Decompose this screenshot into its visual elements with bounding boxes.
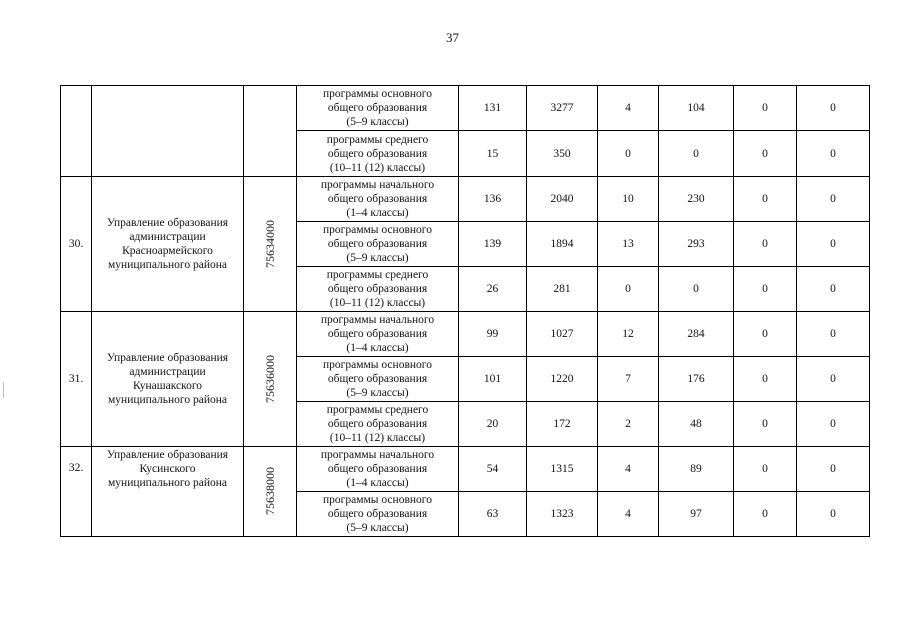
value-cell: 0 (797, 447, 870, 492)
value-cell: 7 (598, 357, 659, 402)
organization-name: Управление образования администрации Кунашакского муниципального района (92, 312, 244, 447)
value-cell: 350 (527, 131, 598, 177)
value-cell: 0 (734, 177, 797, 222)
value-cell: 104 (659, 86, 734, 131)
oktmo-code: 75638000 (244, 447, 297, 537)
value-cell: 0 (797, 402, 870, 447)
program-name: программы среднего общего образования (10–11 (12) классы) (297, 131, 459, 177)
organization-name: Управление образования администрации Красноармейского муниципального района (92, 177, 244, 312)
value-cell: 54 (459, 447, 527, 492)
value-cell: 0 (734, 492, 797, 537)
value-cell: 15 (459, 131, 527, 177)
value-cell: 172 (527, 402, 598, 447)
oktmo-code: 75636000 (244, 312, 297, 447)
value-cell: 13 (598, 222, 659, 267)
value-cell: 281 (527, 267, 598, 312)
value-cell: 0 (598, 267, 659, 312)
program-name: программы основного общего образования (5–9 классы) (297, 357, 459, 402)
value-cell: 131 (459, 86, 527, 131)
value-cell: 4 (598, 86, 659, 131)
value-cell: 0 (797, 86, 870, 131)
organization-name (92, 86, 244, 177)
program-name: программы основного общего образования (5–9 классы) (297, 86, 459, 131)
value-cell: 0 (734, 402, 797, 447)
program-name: программы среднего общего образования (10–11 (12) классы) (297, 267, 459, 312)
value-cell: 3277 (527, 86, 598, 131)
statistics-table (60, 85, 870, 537)
entry-number (61, 86, 92, 177)
value-cell: 10 (598, 177, 659, 222)
value-cell: 1323 (527, 492, 598, 537)
value-cell: 26 (459, 267, 527, 312)
margin-mark (3, 382, 4, 398)
entry-number: 32. (61, 447, 92, 537)
value-cell: 0 (797, 357, 870, 402)
program-name: программы начального общего образования (1–4 классы) (297, 447, 459, 492)
value-cell: 0 (797, 131, 870, 177)
table-row (61, 312, 870, 357)
value-cell: 0 (797, 312, 870, 357)
table-row (61, 86, 870, 131)
value-cell: 0 (734, 312, 797, 357)
value-cell: 0 (734, 447, 797, 492)
value-cell: 0 (797, 492, 870, 537)
value-cell: 0 (659, 267, 734, 312)
value-cell: 1315 (527, 447, 598, 492)
value-cell: 0 (734, 131, 797, 177)
value-cell: 101 (459, 357, 527, 402)
value-cell: 63 (459, 492, 527, 537)
value-cell: 4 (598, 447, 659, 492)
value-cell: 0 (734, 222, 797, 267)
organization-name: Управление образования Кусинского муниципального района (92, 447, 244, 537)
value-cell: 97 (659, 492, 734, 537)
value-cell: 0 (797, 177, 870, 222)
value-cell: 0 (734, 267, 797, 312)
value-cell: 176 (659, 357, 734, 402)
program-name: программы основного общего образования (5–9 классы) (297, 222, 459, 267)
oktmo-code: 75634000 (244, 177, 297, 312)
value-cell: 284 (659, 312, 734, 357)
value-cell: 1027 (527, 312, 598, 357)
program-name: программы начального общего образования (1–4 классы) (297, 177, 459, 222)
program-name: программы среднего общего образования (10–11 (12) классы) (297, 402, 459, 447)
value-cell: 99 (459, 312, 527, 357)
table-row (61, 447, 870, 492)
value-cell: 2040 (527, 177, 598, 222)
value-cell: 0 (734, 86, 797, 131)
value-cell: 48 (659, 402, 734, 447)
value-cell: 0 (734, 357, 797, 402)
value-cell: 0 (598, 131, 659, 177)
value-cell: 0 (659, 131, 734, 177)
entry-number: 31. (61, 312, 92, 447)
program-name: программы начального общего образования (1–4 классы) (297, 312, 459, 357)
value-cell: 20 (459, 402, 527, 447)
value-cell: 0 (797, 267, 870, 312)
value-cell: 89 (659, 447, 734, 492)
program-name: программы основного общего образования (5–9 классы) (297, 492, 459, 537)
value-cell: 2 (598, 402, 659, 447)
value-cell: 293 (659, 222, 734, 267)
value-cell: 1894 (527, 222, 598, 267)
table-row (61, 177, 870, 222)
oktmo-code (244, 86, 297, 177)
value-cell: 139 (459, 222, 527, 267)
value-cell: 12 (598, 312, 659, 357)
entry-number: 30. (61, 177, 92, 312)
value-cell: 136 (459, 177, 527, 222)
value-cell: 1220 (527, 357, 598, 402)
value-cell: 230 (659, 177, 734, 222)
value-cell: 4 (598, 492, 659, 537)
page-number: 37 (446, 30, 459, 45)
value-cell: 0 (797, 222, 870, 267)
